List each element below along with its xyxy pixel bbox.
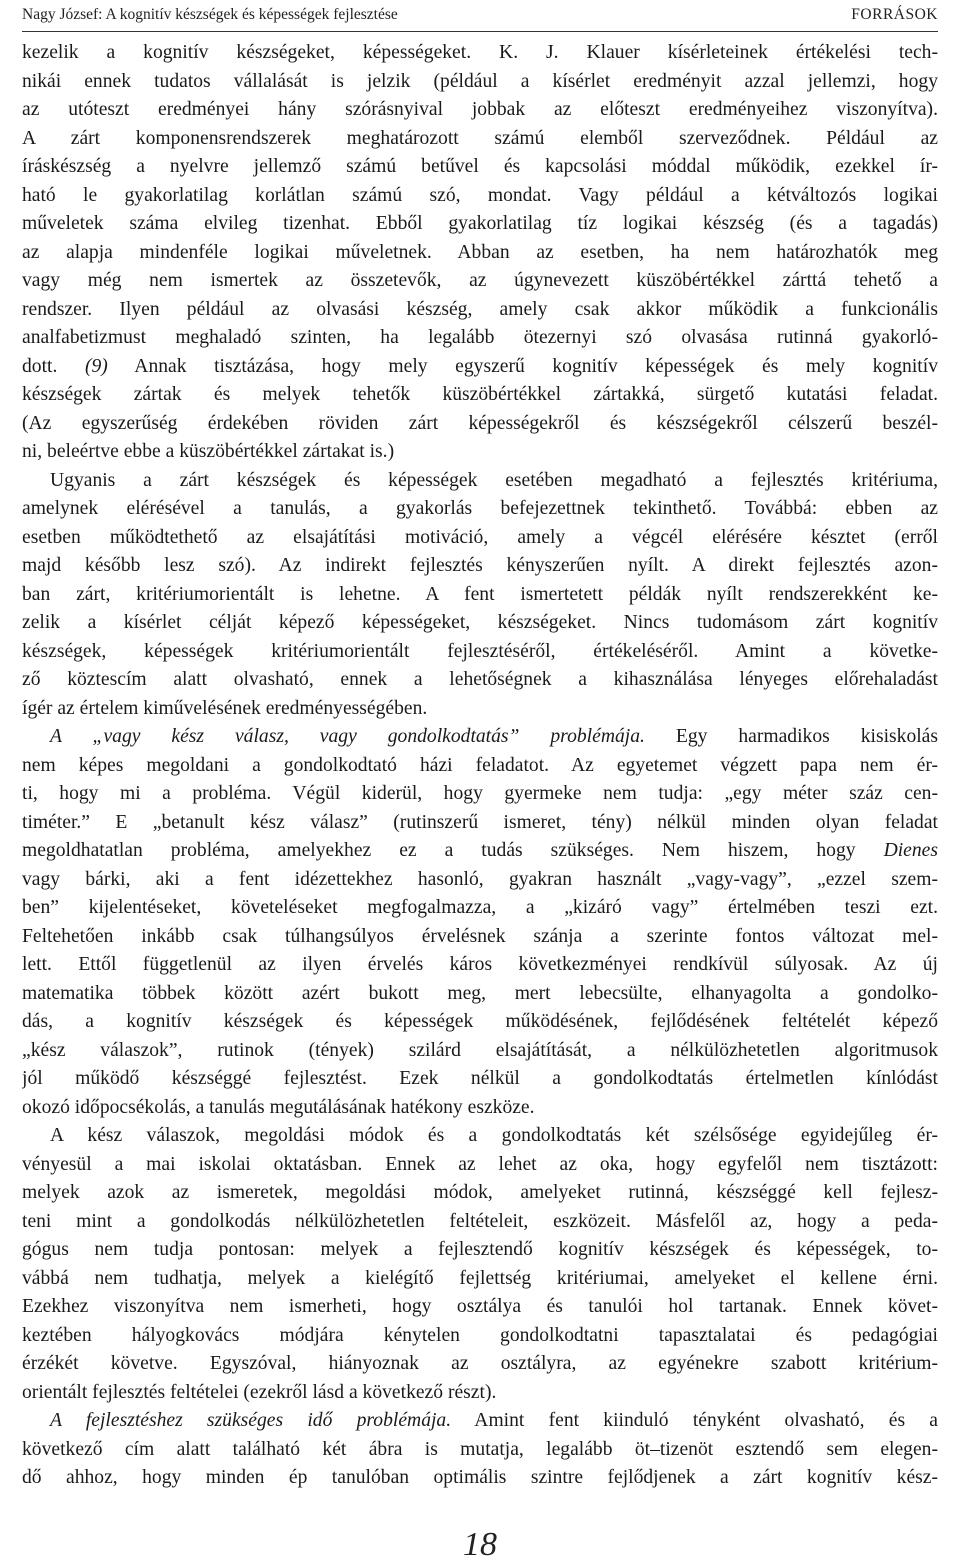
text-line	[22, 638, 938, 667]
body-text	[22, 39, 938, 1493]
text-line	[22, 1407, 938, 1436]
italic-run: A fejlesztéshez szükséges idő problémája.	[50, 1410, 452, 1431]
text-line	[22, 438, 938, 467]
text-line	[22, 68, 938, 97]
text-run: analfabetizmust meghaladó szinten, ha legalább ötezernyi szó olvasása rutinná gyakorló-	[22, 327, 938, 348]
text-run: Feltehetően inkább csak túlhangsúlyos érvelésnek szánja a szerinte fontos változat mel-	[22, 925, 938, 947]
text-run: készségek zártak és melyek tehetők küszöbértékkel zártakká, sürgető kutatási feladat.	[22, 384, 938, 405]
text-run: ígér az értelem kiművelésének eredményességében.	[22, 697, 428, 719]
text-line	[22, 809, 938, 838]
text-run: nem képes megoldani a gondolkodtató házi feladatot. Az egyetemet végzett papa nem ér-	[22, 754, 938, 776]
text-run: érzékét követve. Egyszóval, hiányoznak az osztályra, az egyénekre szabott kritérium-	[22, 1353, 938, 1374]
text-run: matematika többek között azért bukott meg, mert lebecsülte, elhanyagolta a gondolko-	[22, 982, 938, 1004]
text-line	[22, 153, 938, 182]
text-run: majd később lesz szó). Az indirekt fejlesztés kényszerűen nyílt. A direkt fejlesztés azon-	[22, 555, 938, 576]
text-run: vényesül a mai iskolai oktatásban. Ennek az lehet az oka, hogy egyfelől nem tisztázott:	[22, 1153, 938, 1175]
text-run: melyek azok az ismeretek, megoldási módok, amelyeket rutinná, készséggé kell fejlesz-	[22, 1182, 938, 1203]
text-run: ható le gyakorlatilag korlátlan számú szó, mondat. Vagy például a kétváltozós logikai	[22, 184, 938, 206]
text-line	[22, 1151, 938, 1180]
text-line	[22, 723, 938, 752]
text-run: vagy még nem ismertek az összetevők, az úgynevezett küszöbértékkel zárttá tehető a	[22, 270, 938, 291]
text-line	[22, 1464, 938, 1493]
text-run: keztében hályogkovács módjára kénytelen gondolkodtatni tapasztalatai és pedagógiai	[22, 1324, 938, 1346]
header-rule	[22, 31, 938, 32]
text-run: következő cím alatt található két ábra is mutatja, legalább öt–tizenöt esztendő sem elegen-	[22, 1438, 938, 1460]
italic-run: A „vagy kész válasz, vagy gondolkodtatás” problémája.	[50, 726, 645, 747]
text-line	[22, 39, 938, 68]
text-run: (Az egyszerűség érdekében röviden zárt képességekről és készségekről célszerű beszél-	[22, 412, 938, 434]
text-line	[22, 552, 938, 581]
text-line	[22, 1265, 938, 1294]
text-line	[22, 695, 938, 724]
italic-run: Dienes	[883, 840, 938, 861]
text-line	[22, 951, 938, 980]
text-line	[22, 1037, 938, 1066]
text-line	[22, 609, 938, 638]
running-header	[22, 4, 938, 26]
italic-run: (9)	[84, 355, 108, 377]
text-run: az alapja mindenféle logikai műveletnek. Abban az esetben, ha nem határozhatók meg	[22, 241, 938, 263]
text-line	[22, 210, 938, 239]
text-line	[22, 296, 938, 325]
text-line	[22, 894, 938, 923]
text-line	[22, 1094, 938, 1123]
text-line	[22, 524, 938, 553]
page-number: 18	[463, 1526, 497, 1563]
text-line	[22, 837, 938, 866]
text-run: rendszer. Ilyen például az olvasási készség, amely csak akkor működik a funkcionális	[22, 298, 938, 320]
text-run: íráskészség a nyelvre jellemző számú betűvel és kapcsolási móddal működik, ezekkel ír-	[22, 156, 938, 177]
text-line	[22, 780, 938, 809]
text-run: Amint fent kiinduló tényként olvasható, és a	[451, 1410, 938, 1431]
text-line	[22, 467, 938, 496]
text-run: kezelik a kognitív készségeket, képességeket. K. J. Klauer kísérleteinek értékelési tech-	[22, 42, 938, 63]
text-run: dás, a kognitív készségek és képességek működésének, fejlődésének feltételét képező	[22, 1011, 938, 1032]
text-run: ti, hogy mi a probléma. Végül kiderül, hogy gyermeke nem tudja: „egy méter száz cen-	[22, 783, 938, 804]
text-run: Ugyanis a zárt készségek és képességek esetében megadható a fejlesztés kritériuma,	[50, 469, 938, 491]
text-line	[22, 324, 938, 353]
text-run: ban zárt, kritériumorientált is lehetne. A fent ismertetett példák nyílt rendszerekként ke-	[22, 583, 938, 605]
text-line	[22, 1179, 938, 1208]
text-run: jól működő készséggé fejlesztést. Ezek nélkül a gondolkodtatás értelmetlen kínlódást	[22, 1068, 938, 1089]
text-run: gógus nem tudja pontosan: melyek a fejlesztendő kognitív készségek és képességek, to-	[22, 1239, 938, 1260]
text-run: Ezekhez viszonyítva nem ismerheti, hogy osztálya és tanulói hol tartanak. Ennek követ-	[22, 1296, 938, 1317]
text-run: Annak tisztázása, hogy mely egyszerű kognitív képességek és mely kognitív	[107, 355, 938, 377]
text-run: ni, beleértve ebbe a küszöbértékkel zártakat is.)	[22, 441, 395, 462]
text-line	[22, 1122, 938, 1151]
text-run: vábbá nem tudhatja, melyek a kielégítő fejlettség kritériumai, amelyeket el kellene érni.	[22, 1267, 938, 1289]
text-line	[22, 866, 938, 895]
text-run: teni mint a gondolkodás nélkülözhetetlen feltételeit, eszközeit. Másfelől az, hogy a peda-	[22, 1210, 938, 1232]
text-run: A zárt komponensrendszerek meghatározott számú elemből szerveződnek. Például az	[22, 127, 938, 149]
text-run: készségek, képességek kritériumorientált fejlesztéséről, értékeléséről. Amint a követke-	[22, 640, 938, 662]
header-title: Nagy József: A kognitív készségek és képességek fejlesztése	[22, 6, 398, 23]
text-line	[22, 381, 938, 410]
text-line	[22, 267, 938, 296]
text-run: megoldhatatlan probléma, amelyekhez ez a tudás szükséges. Nem hiszem, hogy	[22, 840, 884, 861]
text-run: esetben működtethető az elsajátítási motiváció, amely a végcél elérésére késztet (erről	[22, 526, 938, 548]
text-run: amelynek elérésével a tanulás, a gyakorlás befejezettnek tekinthető. Továbbá: ebben az	[22, 498, 938, 519]
header-section: FORRÁSOK	[851, 6, 938, 23]
text-line	[22, 1208, 938, 1237]
text-line	[22, 1322, 938, 1351]
text-run: Egy harmadikos kisiskolás	[644, 726, 938, 747]
text-run: dő ahhoz, hogy minden ép tanulóban optimális szintre fejlődjenek a zárt kognitív kész-	[22, 1467, 938, 1488]
text-run: okozó időpocsékolás, a tanulás megutálásának hatékony eszköze.	[22, 1096, 535, 1118]
text-run: ben” kijelentéseket, követeléseket megfogalmazza, a „kizáró vagy” értelmében teszi ezt.	[22, 897, 938, 918]
text-line	[22, 96, 938, 125]
text-line	[22, 239, 938, 268]
text-line	[22, 980, 938, 1009]
text-line	[22, 353, 938, 382]
text-line	[22, 1065, 938, 1094]
text-line	[22, 410, 938, 439]
text-line	[22, 581, 938, 610]
text-line	[22, 1379, 938, 1408]
text-line	[22, 1293, 938, 1322]
text-run: A kész válaszok, megoldási módok és a gondolkodtatás két szélsősége egyidejűleg ér-	[50, 1125, 938, 1146]
text-line	[22, 1436, 938, 1465]
text-run: timéter.” E „betanult kész válasz” (rutinszerű ismeret, tény) nélkül minden olyan feladat	[22, 811, 938, 833]
text-run: orientált fejlesztés feltételei (ezekről lásd a következő részt).	[22, 1381, 497, 1403]
text-run: műveletek száma elvileg tizenhat. Ebből gyakorlatilag tíz logikai készség (és a tagadás)	[22, 213, 938, 234]
text-line	[22, 1350, 938, 1379]
text-run: „kész válaszok”, rutinok (tények) szilárd elsajátítását, a nélkülözhetetlen algoritmusok	[22, 1039, 938, 1061]
text-line	[22, 1236, 938, 1265]
text-run: az utóteszt eredményei hány szórásnyival jobbak az előteszt eredményeihez viszonyítva).	[22, 99, 938, 120]
text-line	[22, 495, 938, 524]
text-line	[22, 752, 938, 781]
text-line	[22, 666, 938, 695]
text-run: ző köztescím alatt olvasható, ennek a lehetőségnek a kihasználása lényeges előrehaladást	[22, 669, 938, 690]
text-line	[22, 125, 938, 154]
text-run: lett. Ettől függetlenül az ilyen érvelés káros következményei rendkívül súlyosak. Az új	[22, 954, 938, 975]
text-run: nikái ennek tudatos vállalását is jelzik (például a kísérlet eredményit azzal jellemzi, hogy	[22, 70, 938, 92]
text-line	[22, 1008, 938, 1037]
text-run: zelik a kísérlet célját képező képességeket, készségeket. Nincs tudomásom zárt kognitív	[22, 612, 938, 633]
text-run: dott.	[22, 355, 85, 377]
text-line	[22, 923, 938, 952]
text-run: vagy bárki, aki a fent idézettekhez hasonló, gyakran használt „vagy-vagy”, „ezzel szem-	[22, 868, 938, 890]
text-line	[22, 182, 938, 211]
